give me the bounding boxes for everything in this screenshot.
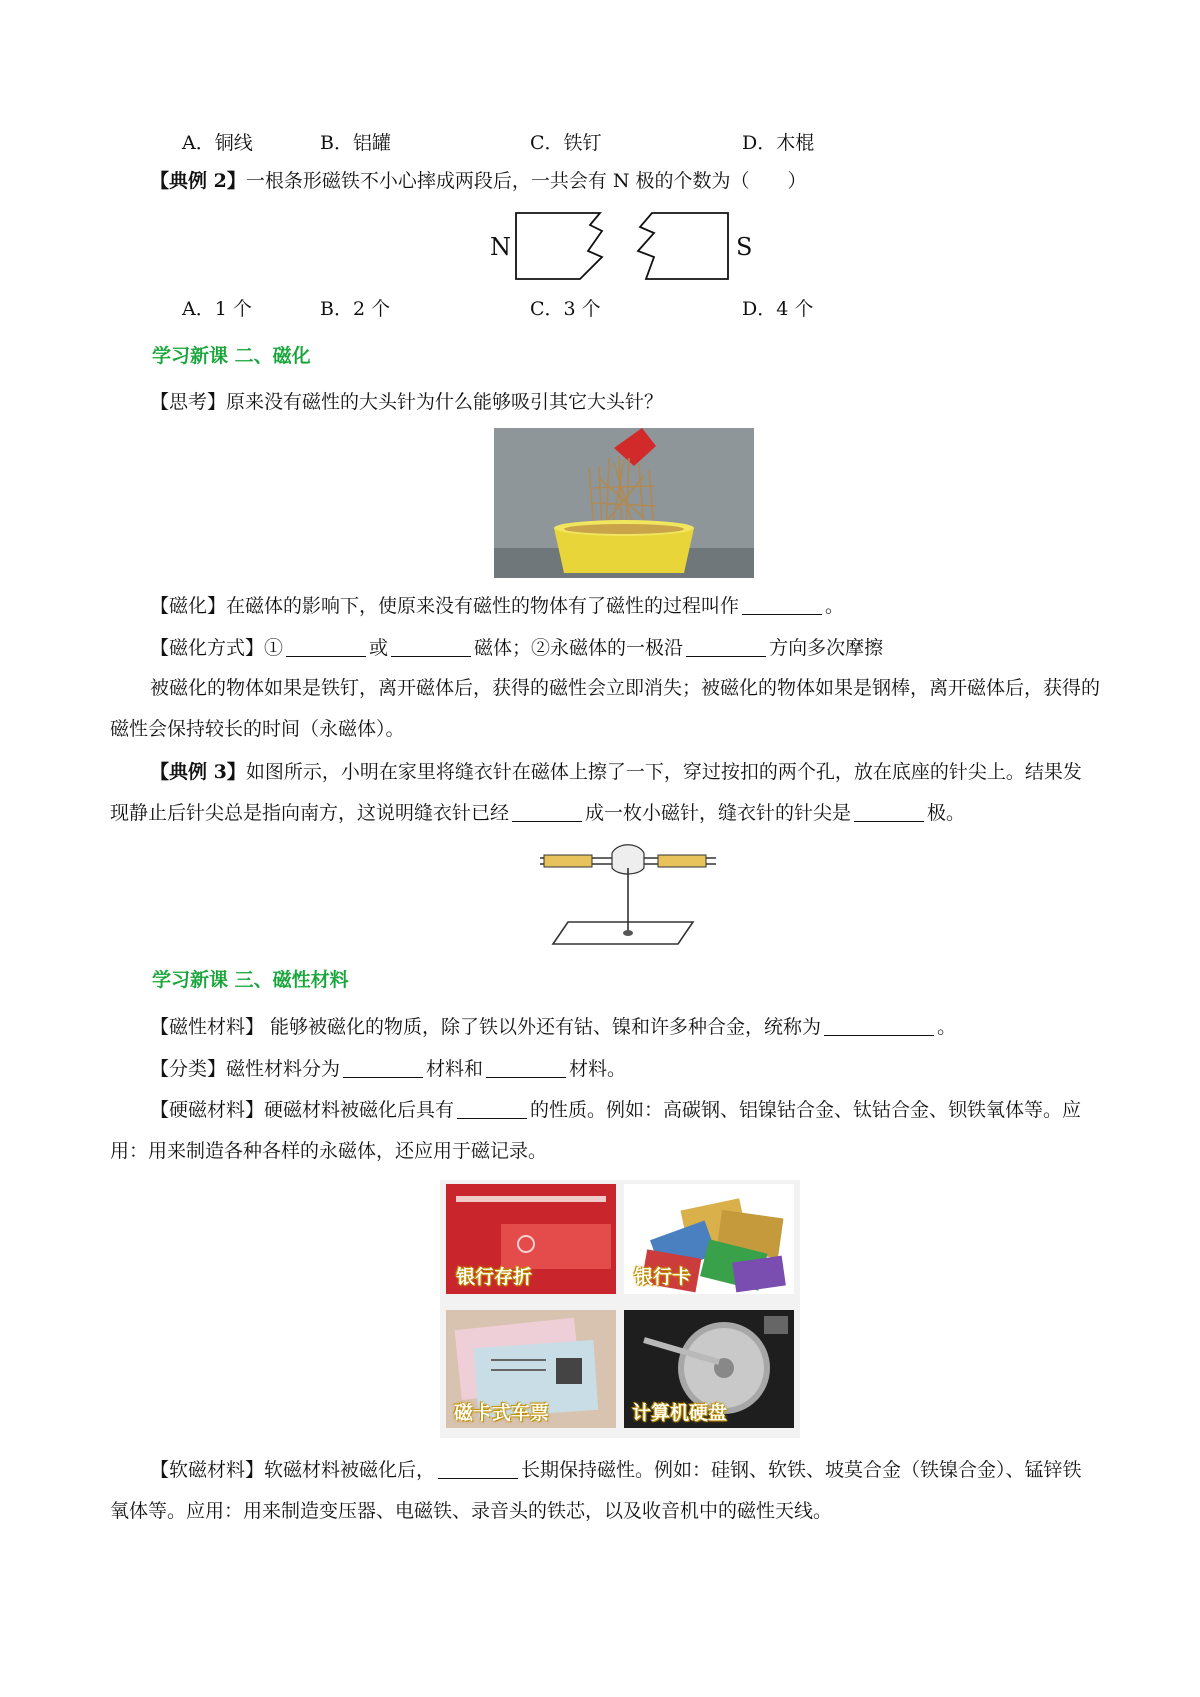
magnetize-definition bbox=[150, 592, 844, 620]
think-tag: 【思考】 bbox=[150, 391, 227, 413]
answer-blank[interactable] bbox=[512, 799, 582, 822]
magnetic-material-definition bbox=[150, 1013, 956, 1041]
photo-label: 银行存折 bbox=[456, 1266, 533, 1288]
answer-blank[interactable] bbox=[286, 634, 366, 657]
example3-text-1: 如图所示，小明在家里将缝衣针在磁体上擦了一下，穿过按扣的两个孔，放在底座的针尖上。结果发现静止后针尖总是指向南方，这说明缝衣针已经 bbox=[110, 761, 1082, 824]
broken-magnet-drawing bbox=[480, 205, 760, 287]
south-pole-label: S bbox=[736, 233, 753, 261]
classify-tag: 【分类】 bbox=[150, 1058, 227, 1080]
method-tag: 【磁化方式】 bbox=[150, 637, 265, 659]
answer-blank[interactable] bbox=[686, 634, 766, 657]
photo-label: 计算机硬盘 bbox=[632, 1402, 728, 1424]
classify-text-1: 磁性材料分为 bbox=[226, 1058, 341, 1080]
photo-label: 磁卡式车票 bbox=[454, 1402, 550, 1424]
hard-tag: 【硬磁材料】 bbox=[150, 1099, 265, 1121]
material-tag: 【磁性材料】 bbox=[150, 1016, 265, 1038]
answer-blank[interactable] bbox=[391, 634, 471, 657]
classify-text-3: 材料。 bbox=[569, 1058, 627, 1080]
section-3-heading: 学习新课 三、磁性材料 bbox=[152, 969, 349, 991]
think-question bbox=[150, 388, 663, 416]
soft-text-1: 软磁材料被磁化后， bbox=[264, 1459, 436, 1481]
answer-blank[interactable] bbox=[457, 1096, 527, 1119]
train-tickets-photo bbox=[446, 1310, 616, 1428]
material-end: 。 bbox=[937, 1016, 957, 1038]
pins-photo-illustration bbox=[494, 428, 754, 578]
answer-blank[interactable] bbox=[438, 1456, 518, 1479]
example2-option-c: C．3 个 bbox=[530, 298, 601, 320]
example2-question bbox=[150, 167, 807, 195]
example2-tag: 【典例 2】 bbox=[150, 170, 246, 192]
answer-blank[interactable] bbox=[343, 1055, 423, 1078]
section-2-heading: 学习新课 二、磁化 bbox=[152, 345, 311, 367]
soft-magnetic-material bbox=[110, 1450, 1100, 1532]
example2-option-d: D．4 个 bbox=[742, 298, 814, 320]
example3-question bbox=[110, 752, 1100, 834]
example2-option-a: A．1 个 bbox=[182, 298, 252, 320]
example2-text: 一根条形磁铁不小心摔成两段后，一共会有 N 极的个数为（ ） bbox=[245, 170, 807, 192]
magnetize-text: 在磁体的影响下，使原来没有磁性的物体有了磁性的过程叫作 bbox=[226, 595, 740, 617]
option-b: B．铝罐 bbox=[320, 132, 391, 154]
material-text: 能够被磁化的物质，除了铁以外还有钴、镍和许多种合金，统称为 bbox=[264, 1016, 822, 1038]
magnetic-records-photos bbox=[440, 1180, 800, 1438]
answer-blank[interactable] bbox=[742, 592, 822, 615]
needle-compass-drawing bbox=[538, 838, 718, 948]
option-d: D．木棍 bbox=[742, 132, 815, 154]
hard-text-1: 硬磁材料被磁化后具有 bbox=[264, 1099, 455, 1121]
bankbook-photo bbox=[446, 1184, 616, 1294]
method-text-4: 方向多次摩擦 bbox=[769, 637, 884, 659]
hard-magnetic-material bbox=[110, 1090, 1100, 1172]
soft-text-2: 长期保持磁性。例如：硅钢、软铁、坡莫合金（铁镍合金）、锰锌铁氧体等。应用：用来制造变压器、电磁铁、录音头的铁芯，以及收音机中的磁性天线。 bbox=[110, 1459, 1082, 1522]
needle-compass-figure bbox=[538, 838, 718, 948]
option-c: C．铁钉 bbox=[530, 132, 602, 154]
photo-label: 银行卡 bbox=[634, 1266, 692, 1288]
magnetize-tag: 【磁化】 bbox=[150, 595, 227, 617]
method-text-1: ① bbox=[264, 637, 284, 659]
example3-tag: 【典例 3】 bbox=[150, 761, 246, 783]
option-a: A．铜线 bbox=[182, 132, 253, 154]
method-text-2: 或 bbox=[369, 637, 389, 659]
classification bbox=[150, 1055, 626, 1083]
pins-photo bbox=[494, 428, 754, 578]
example3-text-3: 极。 bbox=[927, 802, 966, 824]
soft-tag: 【软磁材料】 bbox=[150, 1459, 265, 1481]
example2-option-b: B．2 个 bbox=[320, 298, 391, 320]
answer-blank[interactable] bbox=[854, 799, 924, 822]
answer-blank[interactable] bbox=[824, 1013, 934, 1036]
magnetize-end: 。 bbox=[825, 595, 845, 617]
example3-text-2: 成一枚小磁针，缝衣针的针尖是 bbox=[585, 802, 852, 824]
classify-text-2: 材料和 bbox=[426, 1058, 484, 1080]
bank-cards-photo bbox=[624, 1184, 794, 1294]
hard-disk-photo bbox=[624, 1310, 794, 1428]
think-text: 原来没有磁性的大头针为什么能够吸引其它大头针？ bbox=[226, 391, 664, 413]
answer-blank[interactable] bbox=[486, 1055, 566, 1078]
method-text-3: 磁体；②永磁体的一极沿 bbox=[474, 637, 684, 659]
hard-text-2: 的性质。例如：高碳钢、铝镍钴合金、钛钴合金、钡铁氧体等。应用：用来制造各种各样的永磁体，还应用于磁记录。 bbox=[110, 1099, 1082, 1162]
broken-magnet-figure bbox=[480, 205, 760, 287]
north-pole-label: N bbox=[490, 233, 511, 261]
magnetize-note: 被磁化的物体如果是铁钉，离开磁体后，获得的磁性会立即消失；被磁化的物体如果是钢棒，离开磁体后，获得的磁性会保持较长的时间（永磁体）。 bbox=[110, 677, 1101, 740]
magnetize-method bbox=[150, 634, 883, 662]
